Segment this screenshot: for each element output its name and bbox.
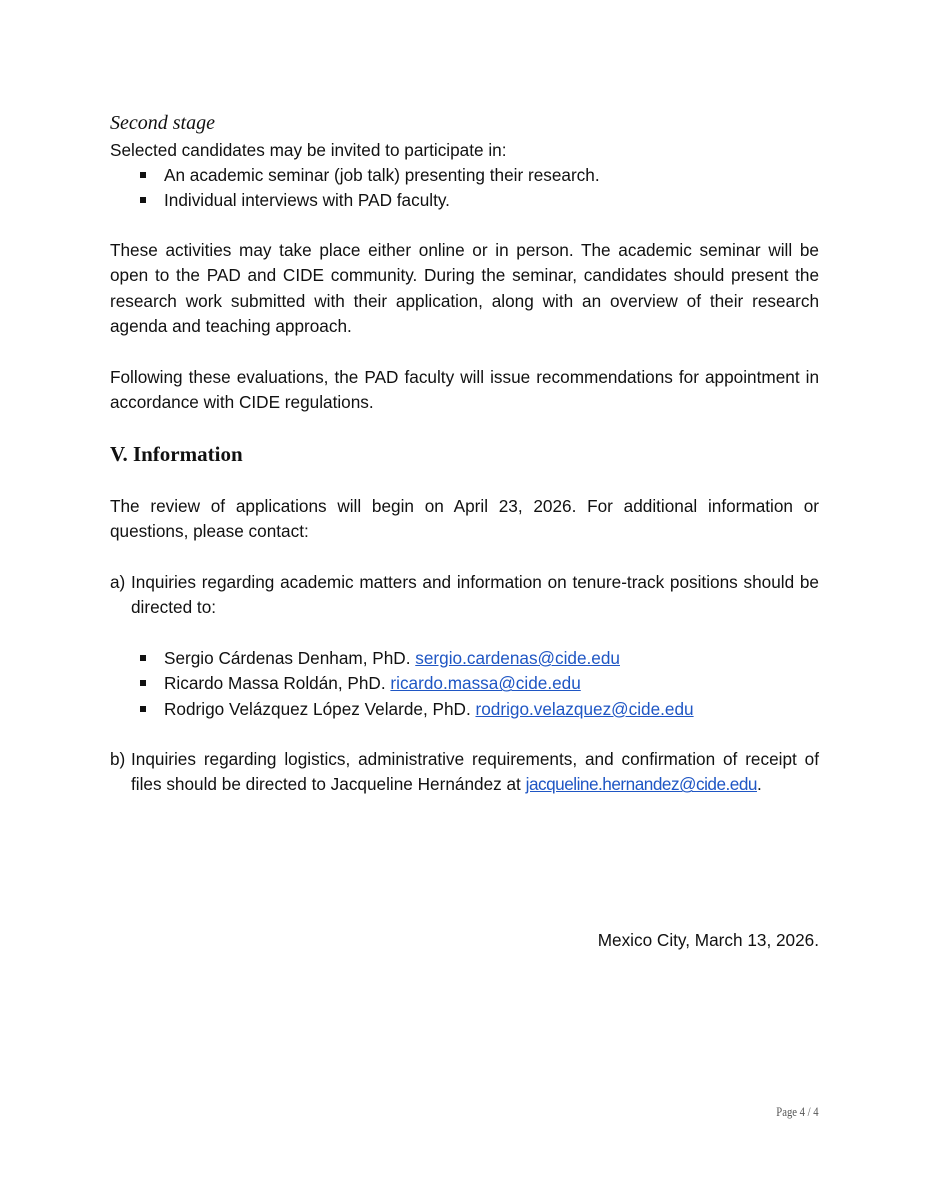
item-b-marker: b) — [110, 749, 126, 769]
inquiry-item-b — [110, 747, 819, 798]
page-number: Page 4 / 4 — [776, 1104, 819, 1119]
contact-email-link[interactable]: rodrigo.velazquez@cide.edu — [475, 698, 694, 719]
dateline: Mexico City, March 13, 2026. — [597, 930, 819, 950]
information-intro: The review of applications will begin on April 23, 2026. For additional information or questions, please contact: — [110, 496, 819, 542]
bullet-square-icon — [140, 655, 146, 661]
list-item — [110, 188, 819, 213]
item-b-text: Inquiries regarding logistics, administrative requirements, and confirmation of receipt of files should be directed to Jacqueline Hernández at — [131, 749, 819, 795]
bullet-square-icon — [140, 197, 146, 203]
bullet-square-icon — [140, 706, 146, 712]
item-a-text: Inquiries regarding academic matters and information on tenure-track positions should be directed to: — [131, 572, 819, 618]
list-item — [110, 697, 819, 722]
contact-name: Rodrigo Velázquez López Velarde, PhD. — [164, 698, 471, 719]
second-stage-list — [110, 163, 819, 214]
list-item — [110, 646, 819, 671]
contact-name: Ricardo Massa Roldán, PhD. — [164, 673, 386, 694]
contact-email-link[interactable]: sergio.cardenas@cide.edu — [415, 648, 620, 668]
list-item-text: Individual interviews with PAD faculty. — [164, 190, 450, 211]
activities-paragraph: These activities may take place either online or in person. The academic seminar will be open to the PAD and CIDE community. During the seminar, candidates should present the research work submitted with their application, along with an overview of their research agenda and teaching approach. — [110, 240, 819, 337]
second-stage-title: Second stage — [110, 112, 215, 134]
item-a-marker: a) — [110, 572, 126, 592]
contact-email-link[interactable]: ricardo.massa@cide.edu — [390, 673, 581, 694]
academic-contacts-list — [110, 646, 819, 722]
logistics-email-link[interactable]: jacqueline.hernandez@cide.edu — [525, 774, 757, 795]
bullet-square-icon — [140, 172, 146, 178]
bullet-square-icon — [140, 680, 146, 686]
item-b-body — [110, 747, 819, 798]
information-heading: V. Information — [110, 442, 243, 466]
inquiry-item-a — [110, 570, 819, 621]
list-item — [110, 163, 819, 188]
item-b-period: . — [756, 774, 762, 795]
evaluations-paragraph: Following these evaluations, the PAD faculty will issue recommendations for appointment in accordance with CIDE regulations. — [110, 367, 819, 413]
list-item-text: An academic seminar (job talk) presenting their research. — [164, 165, 600, 185]
second-stage-intro: Selected candidates may be invited to participate in: — [110, 140, 507, 160]
list-item — [110, 671, 819, 696]
contact-name: Sergio Cárdenas Denham, PhD. — [164, 648, 411, 668]
